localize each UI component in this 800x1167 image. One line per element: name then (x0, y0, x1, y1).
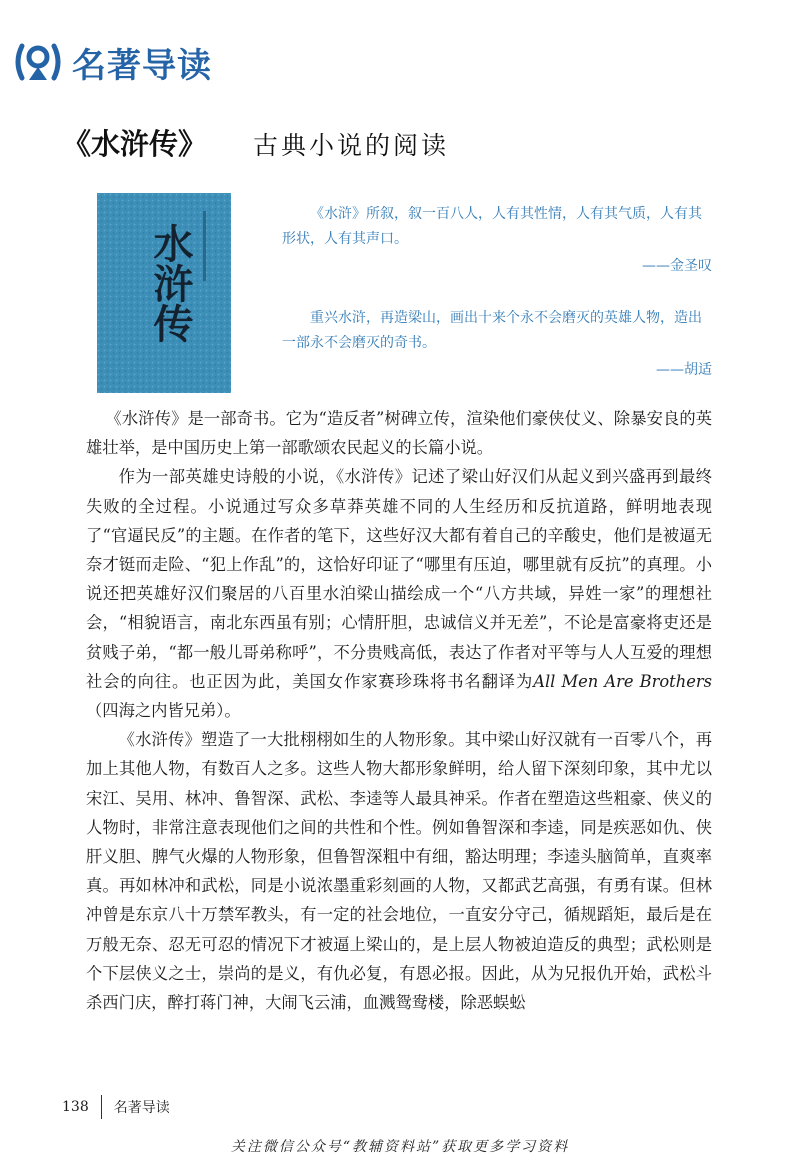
footer-label: 名著导读 (113, 1100, 170, 1116)
paragraph-text: 作为一部英雄史诗般的小说，《水浒传》记述了梁山好汉们从起义到兴盛再到最终失败的全过程。小说通过写众多草莽英雄不同的人生经历和反抗道路，鲜明地表现了“官逼民反”的主题。在作者的笔下，这些好汉大都有着自己的辛酸史，他们是被逼无奈才铤而走险、“犯上作乱”的，这恰好印证了“哪里有压迫，哪里就有反抗”的真理。小说还把英雄好汉们聚居的八百里水泊梁山描绘成一个“八方共域，异姓一家”的理想社会，“相貌语言，南北东西虽有别；心情肝胆，忠诚信义并无差”，不论是富豪将吏还是贫贱子弟，“都一般儿哥弟称呼”，不分贵贱高低，表达了作者对平等与人人互爱的理想社会的向往。也正因为此，美国女作家赛珍珠将书名翻译为 (86, 467, 712, 691)
section-title: 名著导读 (72, 45, 212, 86)
page-footer (62, 1095, 170, 1119)
paragraph-text: （四海之内皆兄弟）。 (86, 701, 241, 721)
cover-title: 水浒传 (147, 223, 194, 343)
book-cover-image (97, 193, 231, 393)
paragraph: 《水浒传》塑造了一大批栩栩如生的人物形象。其中梁山好汉就有一百零八个，再加上其他人物，有数百人之多。这些人物大都形象鲜明，给人留下深刻印象，其中尤以宋江、吴用、林冲、鲁智深、武松、李逵等人最具神采。作者在塑造这些粗豪、侠义的人物时，非常注意表现他们之间的共性和个性。例如鲁智深和李逵，同是疾恶如仇、侠肝义胆、脾气火爆的人物形象，但鲁智深粗中有细，豁达明理；李逵头脑简单，直爽率真。再如林冲和武松，同是小说浓墨重彩刻画的人物，又都武艺高强，有勇有谋。但林冲曾是东京八十万禁军教头，有一定的社会地位，一直安分守己，循规蹈矩，最后是在万般无奈、忍无可忍的情况下才被逼上梁山的，是上层人物被迫造反的典型；武松则是个下层侠义之士，崇尚的是义，有仇必复，有恩必报。因此，从为兄报仇开始，武松斗杀西门庆，醉打蒋门神，大闹飞云浦，血溅鸳鸯楼，除恶蜈蚣 (86, 730, 712, 1013)
article-body (86, 404, 712, 1017)
epigraph-quote (282, 202, 712, 279)
book-title: 《水浒传》 (62, 127, 208, 161)
epigraph-quote (282, 306, 712, 383)
footer-divider (101, 1095, 102, 1119)
watermark-text: 关注微信公众号“教辅资料站”获取更多学习资料 (230, 1139, 570, 1155)
english-title: All Men Are Brothers (533, 671, 712, 691)
quote-attribution: ——胡适 (656, 362, 712, 378)
page-number: 138 (62, 1099, 89, 1115)
article-title-row (62, 122, 449, 163)
quote-text: 《水浒》所叙，叙一百八人，人有其性情，人有其气质，人有其形状，人有其声口。 (282, 206, 702, 247)
quote-attribution: ——金圣叹 (642, 258, 712, 274)
paragraph (86, 462, 712, 725)
article-subtitle: 古典小说的阅读 (253, 131, 450, 160)
reading-logo-icon (12, 40, 64, 84)
quote-text: 重兴水浒，再造梁山，画出十来个永不会磨灭的英雄人物，造出一部永不会磨灭的奇书。 (282, 310, 702, 351)
section-header (12, 40, 212, 84)
paragraph: 《水浒传》是一部奇书。它为“造反者”树碑立传，渲染他们豪侠仗义、除暴安良的英雄壮举，是中国历史上第一部歌颂农民起义的长篇小说。 (86, 409, 712, 458)
